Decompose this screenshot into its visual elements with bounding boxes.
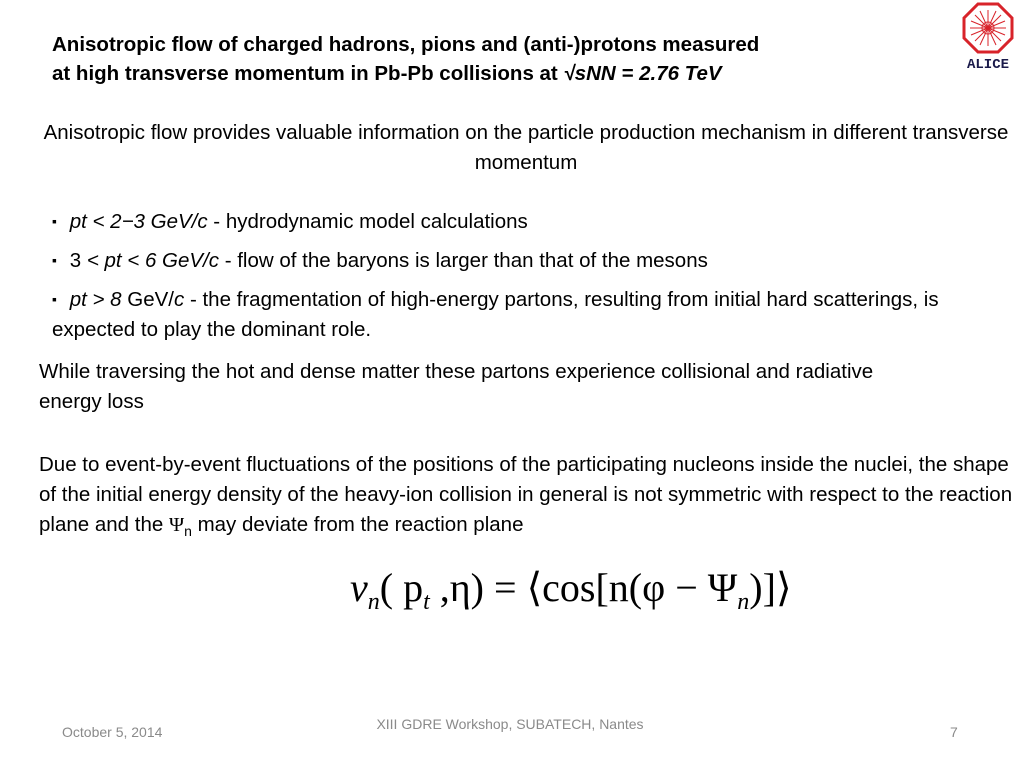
bullet-condition: pt < 2−3 GeV/c	[69, 210, 208, 233]
fluctuations-text-b: may deviate from the reaction plane	[191, 513, 524, 536]
formula-lhs-v: v	[350, 565, 368, 610]
title-line-1: Anisotropic flow of charged hadrons, pions and (anti-)protons measured	[52, 33, 760, 56]
bullet-condition-prefix: 3	[69, 249, 87, 272]
bullet-item	[52, 206, 1012, 237]
energy-loss-paragraph: While traversing the hot and dense matter these partons experience collisional and radiative energy loss	[39, 360, 874, 413]
bullet-item	[52, 245, 1012, 276]
bullet-text: - hydrodynamic model calculations	[207, 210, 528, 233]
bullet-condition: pt > 8	[69, 288, 122, 311]
slide-title	[52, 30, 932, 88]
bullet-condition-c: c	[174, 288, 185, 311]
bullet-item	[52, 284, 1012, 345]
bullet-condition: < pt < 6 GeV/c	[86, 249, 220, 272]
footer-event: XIII GDRE Workshop, SUBATECH, Nantes	[376, 716, 644, 732]
bullet-list	[52, 206, 1012, 353]
bullet-condition-unit: GeV/	[121, 288, 174, 311]
title-line-2-prefix: at high transverse momentum in Pb-Pb collisions at	[52, 62, 564, 85]
formula-rhs: ,η) = ⟨cos[n(φ − Ψ	[429, 565, 738, 610]
formula-args: ( p	[379, 565, 424, 610]
logo-text: ALICE	[966, 57, 1010, 72]
fluctuations-text-a: Due to event-by-event fluctuations of the positions of the participating nucleons inside the nuclei, the shape of the initial energy density of the heavy-ion collision in general is not symmetric with respect to the reaction plane and the	[39, 453, 1013, 536]
formula-args-sub: t	[423, 589, 430, 615]
psi-subscript: n	[184, 523, 192, 540]
bullet-text: - flow of the baryons is larger than that of the mesons	[219, 249, 708, 272]
formula-rhs-end: )]⟩	[749, 565, 792, 610]
formula-rhs-sub: n	[737, 589, 750, 615]
title-line-2	[52, 59, 932, 88]
bullet-text: - the fragmentation of high-energy partons, resulting from initial hard scatterings, is expected to play the dominant role.	[52, 288, 939, 341]
psi-symbol: Ψ	[168, 514, 185, 536]
formula-lhs-sub: n	[367, 589, 380, 615]
footer-date: October 5, 2014	[62, 724, 163, 740]
title-energy: √sNN = 2.76 TeV	[563, 62, 722, 85]
bullet-mark: ▪	[52, 213, 57, 229]
bullet-mark: ▪	[52, 291, 57, 307]
bullet-mark: ▪	[52, 252, 57, 268]
flow-formula	[350, 560, 810, 620]
intro-text: Anisotropic flow provides valuable information on the particle production mechanism in different transverse momentum	[43, 121, 1009, 174]
fluctuations-paragraph	[39, 450, 1014, 546]
alice-logo-icon	[960, 2, 1016, 72]
page-number: 7	[950, 724, 958, 740]
alice-logo	[960, 2, 1016, 72]
